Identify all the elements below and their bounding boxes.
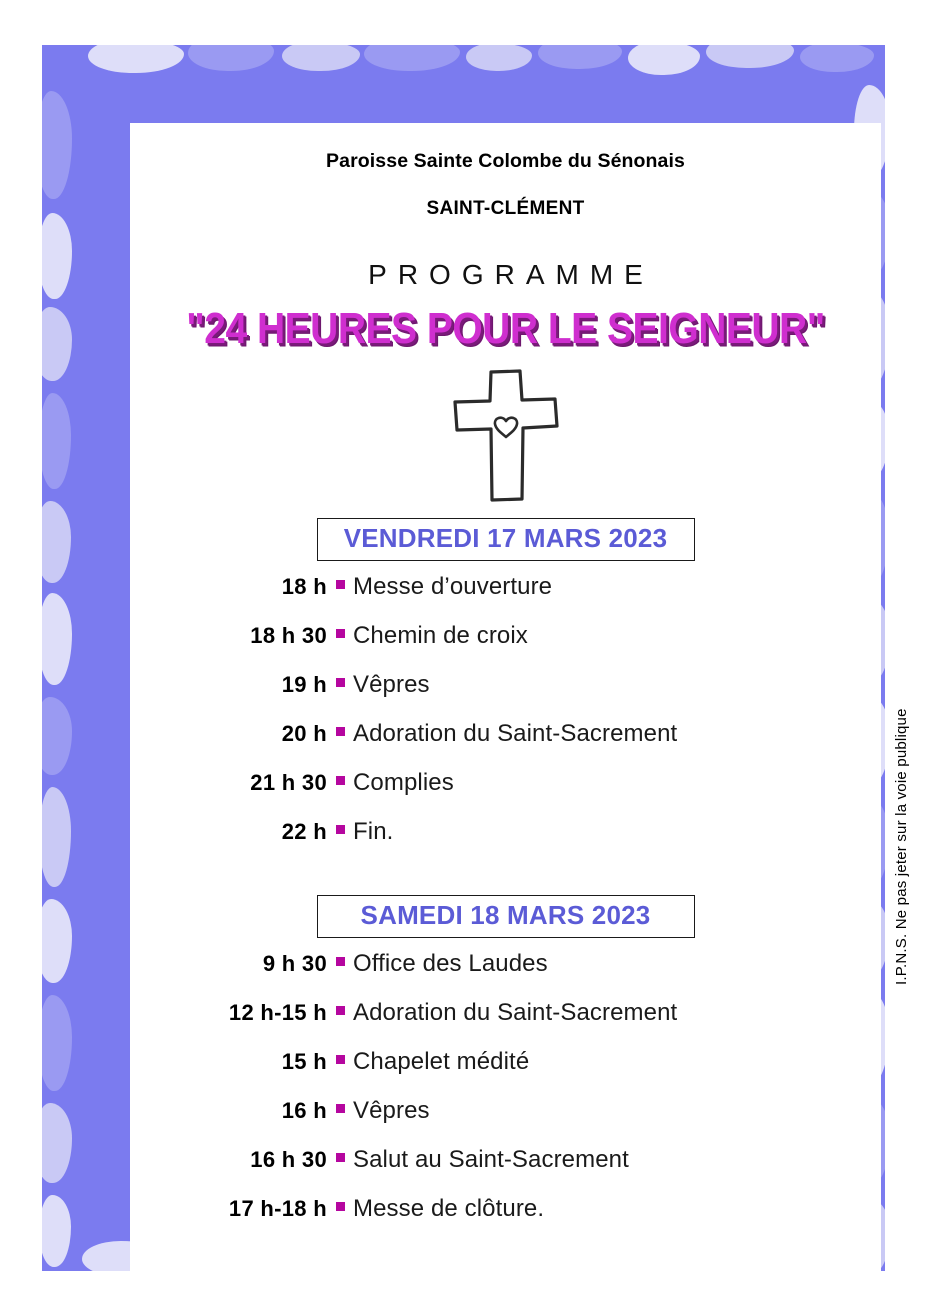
schedule-row: [130, 720, 881, 769]
row-time: 18 h 30: [250, 623, 327, 648]
schedule-row: [130, 1097, 881, 1146]
schedule-row: [130, 1048, 881, 1097]
schedule-row: [130, 671, 881, 720]
schedule-list-saturday: [130, 950, 881, 1244]
row-label: Messe d’ouverture: [353, 573, 553, 600]
row-label: Adoration du Saint-Sacrement: [353, 720, 678, 747]
square-bullet-icon: [327, 781, 353, 790]
row-label: Salut au Saint-Sacrement: [353, 1146, 629, 1173]
day-section-friday: [130, 518, 881, 867]
page-title: Paroisse Sainte Colombe du Sénonais: [326, 150, 685, 172]
row-time: 19 h: [281, 672, 327, 697]
schedule-row: [130, 999, 881, 1048]
row-label: Chemin de croix: [353, 622, 528, 649]
square-bullet-icon: [327, 962, 353, 971]
border-stone: [42, 393, 71, 489]
square-bullet-icon: [327, 585, 353, 594]
row-label: Adoration du Saint-Sacrement: [353, 999, 678, 1026]
square-bullet-icon: [327, 1109, 353, 1118]
day-header-friday: VENDREDI 17 MARS 2023: [317, 518, 695, 561]
row-label: Vêpres: [353, 1097, 430, 1124]
row-time: 17 h-18 h: [228, 1196, 327, 1221]
border-stone: [42, 899, 72, 983]
row-time: 16 h: [281, 1098, 327, 1123]
border-stone: [42, 1103, 72, 1183]
square-bullet-icon: [327, 634, 353, 643]
row-time: 18 h: [281, 574, 327, 599]
row-label: Fin.: [353, 818, 394, 845]
row-label: Chapelet médité: [353, 1048, 530, 1075]
cross-with-heart-icon: [130, 366, 881, 506]
decorative-stone-border: [42, 45, 885, 1271]
row-label: Vêpres: [353, 671, 430, 698]
border-stone: [800, 45, 874, 72]
schedule-row: [130, 818, 881, 867]
programme-label: PROGRAMME: [368, 259, 654, 290]
border-stone: [88, 45, 184, 73]
border-stone: [42, 1195, 71, 1267]
border-stone: [42, 593, 72, 685]
row-time: 15 h: [281, 1049, 327, 1074]
border-stone: [42, 697, 72, 775]
commune-name: SAINT-CLÉMENT: [426, 198, 585, 219]
legal-notice: I.P.N.S. Ne pas jeter sur la voie publique: [893, 708, 910, 985]
square-bullet-icon: [327, 1207, 353, 1216]
border-stone: [42, 995, 72, 1091]
schedule-row: [130, 769, 881, 818]
row-label: Office des Laudes: [353, 950, 548, 977]
border-stone: [282, 45, 360, 71]
schedule-row: [130, 622, 881, 671]
border-stone: [42, 501, 71, 583]
schedule-row: [130, 1146, 881, 1195]
row-time: 20 h: [281, 721, 327, 746]
square-bullet-icon: [327, 732, 353, 741]
row-time: 16 h 30: [250, 1147, 327, 1172]
square-bullet-icon: [327, 1011, 353, 1020]
border-stone: [466, 45, 532, 71]
day-section-saturday: [130, 895, 881, 1244]
event-title: "24 HEURES POUR LE SEIGNEUR": [186, 305, 825, 354]
square-bullet-icon: [327, 683, 353, 692]
poster-page: [130, 123, 881, 1271]
row-time: 21 h 30: [250, 770, 327, 795]
border-stone: [706, 45, 794, 68]
border-stone: [538, 45, 622, 69]
schedule-row: [130, 1195, 881, 1244]
border-stone: [42, 307, 72, 381]
schedule-row: [130, 950, 881, 999]
row-time: 22 h: [281, 819, 327, 844]
square-bullet-icon: [327, 830, 353, 839]
schedule-list-friday: [130, 573, 881, 867]
day-header-saturday: SAMEDI 18 MARS 2023: [317, 895, 695, 938]
border-stone: [364, 45, 460, 71]
schedule-row: [130, 573, 881, 622]
square-bullet-icon: [327, 1060, 353, 1069]
border-stone: [42, 213, 72, 299]
border-stone: [628, 45, 700, 75]
border-stone: [188, 45, 274, 71]
row-label: Messe de clôture.: [353, 1195, 545, 1222]
row-time: 12 h-15 h: [228, 1000, 327, 1025]
border-stone: [42, 91, 72, 199]
row-label: Complies: [353, 769, 454, 796]
square-bullet-icon: [327, 1158, 353, 1167]
row-time: 9 h 30: [262, 951, 327, 976]
border-stone: [42, 787, 71, 887]
